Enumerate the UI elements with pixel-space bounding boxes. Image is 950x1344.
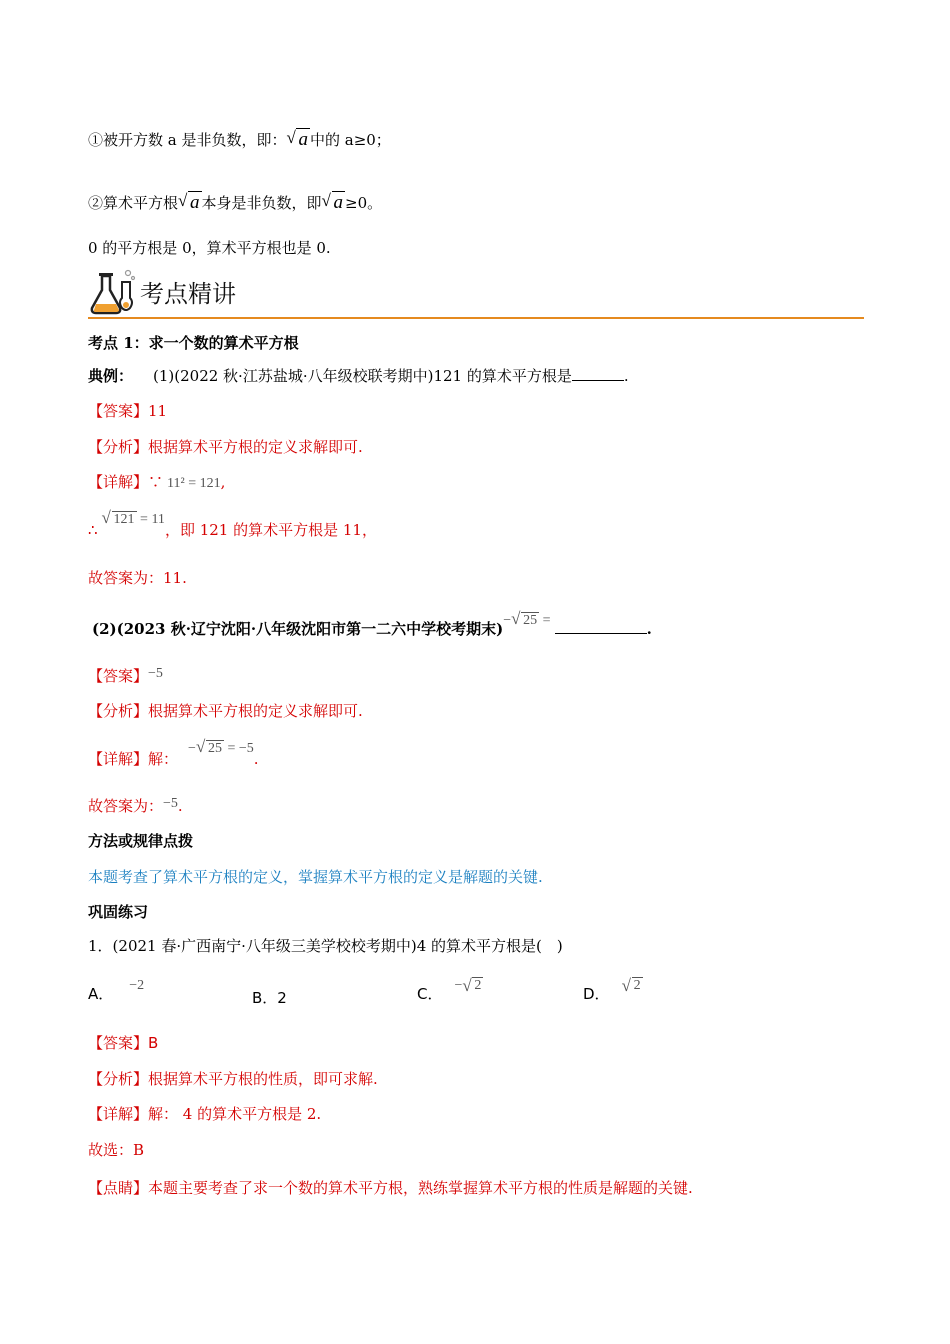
property-2-mid: 本身是非负数，即 — [201, 194, 322, 212]
answer-value: 11 — [148, 402, 168, 420]
analysis-tag: 【分析】 — [88, 438, 149, 456]
property-1-text: ①被开方数 a 是非负数，即： — [88, 131, 287, 149]
period: . — [646, 620, 652, 638]
detail-line — [88, 737, 259, 771]
analysis-tag: 【分析】 — [88, 1070, 149, 1088]
example-2-text: (2)(2023 秋·辽宁沈阳·八年级沈阳市第一二六中学校考期末) — [92, 620, 504, 638]
analysis-text: 根据算术平方根的定义求解即可. — [148, 702, 363, 720]
answer-tag: 【答案】 — [88, 402, 149, 420]
method-text: 本题考查了算术平方根的定义，掌握算术平方根的定义是解题的关键. — [88, 868, 543, 886]
period: . — [177, 797, 183, 815]
sqrt-121-expression: √ 121 = 11 — [101, 508, 165, 527]
detail-tag: 【详解】 — [88, 473, 149, 491]
method-heading: 方法或规律点拨 — [88, 832, 194, 850]
example-1-question — [88, 366, 629, 386]
analysis-text: 根据算术平方根的性质，即可求解. — [148, 1070, 378, 1088]
example-label: 典例： — [88, 367, 134, 385]
answer-value: B — [148, 1034, 159, 1052]
detail-text: 解： 4 的算术平方根是 2. — [148, 1105, 322, 1123]
option-value: 2 — [277, 989, 287, 1007]
option-letter: B． — [252, 989, 278, 1007]
final-answer-line: 故答案为：11. — [88, 569, 187, 587]
option-letter: C． — [417, 985, 443, 1003]
answer-value: −5 — [148, 666, 163, 681]
comment-line — [88, 1178, 693, 1198]
final-answer-math: −5 — [163, 796, 178, 811]
sqrt-a-expression: √ a — [286, 128, 308, 150]
option-math: − √ 2 — [454, 976, 482, 995]
property-1-tail: 中的 a≥0； — [309, 131, 391, 149]
final-answer-line — [88, 796, 183, 818]
topic-heading: 考点 1：求一个数的算术平方根 — [88, 334, 299, 352]
section-title: 考点精讲 — [140, 280, 236, 308]
sqrt-a-expression: √ a — [321, 191, 344, 213]
answer-line — [88, 666, 163, 688]
answer-line — [88, 1033, 158, 1053]
property-2 — [88, 193, 382, 213]
neg-sqrt-25-expression: − √ 25 = −5 — [188, 737, 254, 756]
analysis-line — [88, 1069, 378, 1089]
detail-text: 解： — [148, 750, 179, 768]
answer-blank — [572, 366, 624, 381]
section-divider — [88, 317, 864, 319]
example-1-text: (1)(2022 秋·江苏盐城·八年级校联考期中)121 的算术平方根是 — [153, 367, 572, 385]
option-a[interactable] — [88, 978, 145, 1004]
detail-line — [88, 1104, 321, 1124]
option-letter: D． — [583, 985, 610, 1003]
detail-tag: 【详解】 — [88, 750, 149, 768]
comment-text: 本题主要考查了求一个数的算术平方根，熟练掌握算术平方根的性质是解题的关键. — [148, 1179, 693, 1197]
option-math: −2 — [129, 978, 145, 993]
option-d[interactable] — [583, 976, 643, 1004]
sqrt-a-expression: √ a — [178, 191, 200, 213]
flask-icon — [88, 268, 136, 320]
option-c[interactable] — [417, 976, 483, 1004]
answer-tag: 【答案】 — [88, 667, 149, 685]
analysis-line — [88, 701, 363, 721]
period: . — [253, 750, 259, 768]
practice-heading: 巩固练习 — [88, 903, 149, 921]
therefore-text: ，即 121 的算术平方根是 11， — [164, 521, 377, 539]
answer-blank — [555, 619, 647, 634]
property-1 — [88, 130, 391, 150]
option-letter: A． — [88, 985, 114, 1003]
option-math: √ 2 — [621, 976, 641, 995]
property-2-tail: ≥0。 — [345, 194, 383, 212]
analysis-text: 根据算术平方根的定义求解即可. — [148, 438, 363, 456]
practice-1-question: 1．(2021 春·广西南宁·八年级三美学校校考期中)4 的算术平方根是( ) — [88, 937, 563, 955]
choose-line: 故选：B — [88, 1141, 145, 1159]
detail-math: 11² = 121 — [167, 476, 221, 491]
zero-root-statement: 0 的平方根是 0，算术平方根也是 0. — [88, 239, 331, 257]
period: . — [623, 367, 629, 385]
because-symbol: ∵ — [148, 473, 164, 491]
neg-sqrt-25-expression: − √ 25 = — [503, 609, 551, 628]
option-b[interactable] — [252, 987, 287, 1008]
analysis-tag: 【分析】 — [88, 702, 149, 720]
final-answer-text: 故答案为： — [88, 797, 164, 815]
analysis-line — [88, 437, 363, 457]
detail-tag: 【详解】 — [88, 1105, 149, 1123]
section-header — [88, 268, 864, 320]
detail-line — [88, 472, 225, 494]
therefore-symbol: ∴ — [88, 521, 98, 539]
example-2-question — [92, 609, 652, 641]
therefore-line — [88, 508, 377, 542]
comment-tag: 【点睛】 — [88, 1179, 149, 1197]
comma: , — [220, 473, 226, 491]
property-2-text: ②算术平方根 — [88, 194, 179, 212]
answer-line — [88, 401, 167, 421]
answer-tag: 【答案】 — [88, 1034, 149, 1052]
